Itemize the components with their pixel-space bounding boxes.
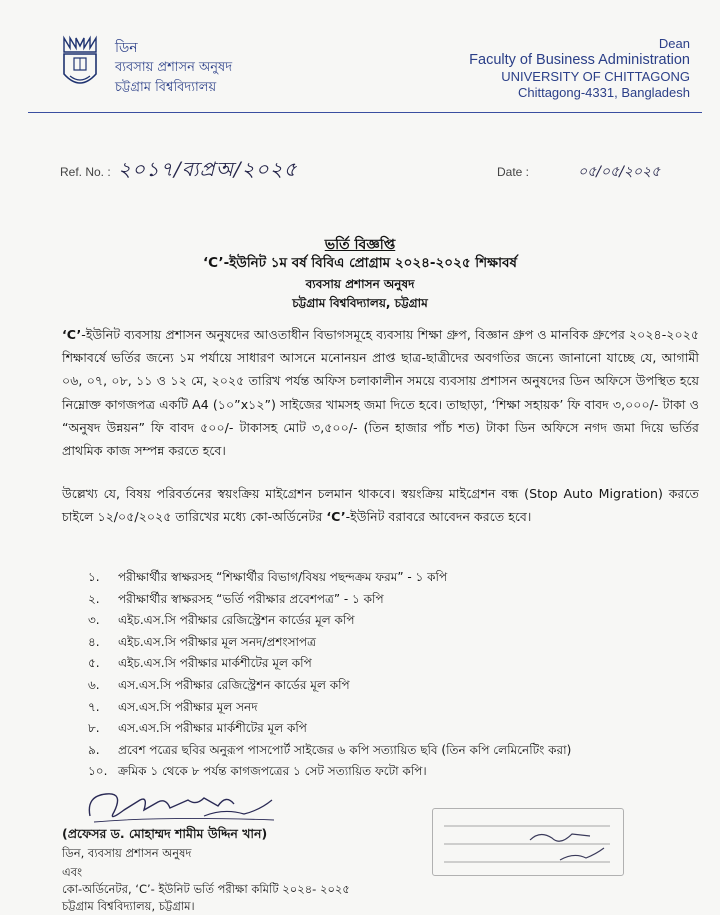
signatory-university: চট্টগ্রাম বিশ্ববিদ্যালয়, চট্টগ্রাম। <box>62 899 195 913</box>
list-item <box>88 740 571 762</box>
list-item-number: ২. <box>88 591 100 606</box>
list-item-number: ৯. <box>88 742 100 757</box>
unit-label: ‘C’ <box>62 327 82 342</box>
list-item <box>88 697 571 719</box>
list-item-text: প্রবেশ পত্রের ছবির অনুরূপ পাসপোর্ট সাইজের ৬ কপি সত্যায়িত ছবি (তিন কপি লেমিনেটিং করা) <box>118 742 572 757</box>
list-item-text: এইচ.এস.সি পরীক্ষার রেজিস্ট্রেশন কার্ডের মূল কপি <box>118 613 355 628</box>
paragraph-migration-info <box>62 482 699 528</box>
list-item-text: এস.এস.সি পরীক্ষার মার্কশীটের মূল কপি <box>118 721 307 736</box>
date-value: ০৫/০৫/২০২৫ <box>578 164 661 180</box>
signatory-title: ডিন, ব্যবসায় প্রশাসন অনুষদ <box>62 846 192 860</box>
stamp-scribble <box>440 816 616 870</box>
list-item-text: এইচ.এস.সি পরীক্ষার মার্কশীটের মূল কপি <box>118 656 312 671</box>
letterhead-right <box>469 36 690 101</box>
handwritten-signature <box>84 786 284 828</box>
letterhead-divider <box>28 112 702 113</box>
list-item-text: পরীক্ষার্থীর স্বাক্ষরসহ “শিক্ষার্থীর বিভাগ/বিষয় পছন্দক্রম ফরম” - ১ কপি <box>118 570 448 584</box>
list-item-number: ৩. <box>88 613 100 628</box>
ref-label: Ref. No. : <box>60 165 111 179</box>
list-item-text: এস.এস.সি পরীক্ষার মূল সনদ <box>118 699 258 714</box>
letterhead-university-bn: চট্টগ্রাম বিশ্ববিদ্যালয় <box>115 80 217 95</box>
notice-subtitle: ‘C’-ইউনিট ১ম বর্ষ বিবিএ প্রোগ্রাম ২০২৪-২০২৫ শিক্ষাবর্ষ <box>203 255 517 271</box>
list-item <box>88 632 571 654</box>
list-item-number: ৮. <box>88 721 100 736</box>
signatory-coordinator: কো-অর্ডিনেটর, ‘C’- ইউনিট ভর্তি পরীক্ষা কমিটি ২০২৪- ২০২৫ <box>62 882 350 896</box>
university-logo-icon <box>60 34 100 94</box>
list-item <box>88 589 571 611</box>
notice-faculty: ব্যবসায় প্রশাসন অনুষদ <box>305 277 415 291</box>
migration-text-a: উল্লেখ্য যে, বিষয় পরিবর্তনের স্বয়ংক্রিয় মাইগ্রেশন চলমান থাকবে। স্বয়ংক্রিয় মাইগ্রেশন বন্ধ (Stop Auto Migration) করতে চাইলে ১২/০৫/২০২৫ তারিখের মধ্যে কো-অর্ডিনেটর <box>62 486 699 525</box>
list-item-number: ৫. <box>88 656 100 671</box>
list-item-number: ১০. <box>88 764 108 779</box>
list-item-text: পরীক্ষার্থীর স্বাক্ষরসহ “ভর্তি পরীক্ষার প্রবেশপত্র” - ১ কপি <box>118 591 384 606</box>
list-item-number: ৪. <box>88 634 100 649</box>
date-label: Date : <box>497 165 530 179</box>
list-item-text: এইচ.এস.সি পরীক্ষার মূল সনদ/প্রশংসাপত্র <box>118 634 316 649</box>
ref-number: ২০১৭/ব্যপ্রঅ/২০২৫ <box>118 157 298 181</box>
notice-university: চট্টগ্রাম বিশ্ববিদ্যালয়, চট্টগ্রাম <box>292 296 428 310</box>
letterhead-address: Chittagong-4331, Bangladesh <box>517 85 690 100</box>
list-item-number: ৬. <box>88 677 100 692</box>
list-item <box>88 718 571 740</box>
notice-title: ভর্তি বিজ্ঞপ্তি <box>324 237 396 253</box>
letterhead-dean-bn: ডিন <box>115 40 138 56</box>
required-documents-list <box>88 567 571 783</box>
list-item-text: এস.এস.সি পরীক্ষার রেজিস্ট্রেশন কার্ডের মূল কপি <box>118 677 350 692</box>
signatory-and: এবং <box>62 865 83 879</box>
list-item <box>88 675 571 697</box>
list-item <box>88 761 571 783</box>
list-item <box>88 567 571 589</box>
paragraph-admission-info <box>62 323 699 462</box>
letterhead-university: UNIVERSITY OF CHITTAGONG <box>501 69 690 84</box>
list-item <box>88 653 571 675</box>
paragraph-admission-text: -ইউনিট ব্যবসায় প্রশাসন অনুষদের আওতাধীন বিভাগসমূহে ব্যবসায় শিক্ষা গ্রুপ, বিজ্ঞান গ্রুপ ও মানবিক গ্রুপের ২০২৪-২০২৫ শিক্ষাবর্ষে ভর্তির জন্যে ১ম পর্যায়ে সাধারণ আসনে মনোনয়ন প্রাপ্ত ছাত্র-ছাত্রীদের অবগতির জন্যে জানানো যাচ্ছে যে, আগামী ০৬, ০৭, ০৮, ১১ ও ১২ মে, ২০২৫ তারিখ পর্যন্ত অফিস চলাকালীন সময়ে ব্যবসায় প্রশাসন অনুষদের ডিন অফিসে উপস্থিত হয়ে নিম্নোক্ত কাগজপত্র একটি A4 (১০”x১২”) সাইজের খামসহ জমা দিতে হবে। তাছাড়া, ‘শিক্ষা সহায়ক’ ফি বাবদ ৩,০০০/- টাকা ও “অনুষদ উন্নয়ন” ফি বাবদ ৫০০/- টাকাসহ মোট ৩,৫০০/- (তিন হাজার পাঁচ শত) টাকা ডিন অফিসে নগদ জমা দিয়ে ভর্তির প্রাথমিক কাজ সম্পন্ন করতে হবে। <box>62 327 699 459</box>
list-item-text: ক্রমিক ১ থেকে ৮ পর্যন্ত কাগজপত্রের ১ সেট সত্যায়িত ফটো কপি। <box>118 764 427 779</box>
unit-label-2: ‘C’ <box>326 509 346 525</box>
letterhead-dean: Dean <box>658 36 690 51</box>
letterhead-faculty-bn: ব্যবসায় প্রশাসন অনুষদ <box>115 60 233 75</box>
migration-text-b: -ইউনিট বরাবরে আবেদন করতে হবে। <box>345 509 532 525</box>
signatory-name: (প্রফেসর ড. মোহাম্মদ শামীম উদ্দিন খান) <box>62 826 268 841</box>
list-item <box>88 610 571 632</box>
list-item-number: ৭. <box>88 699 100 714</box>
letterhead-faculty: Faculty of Business Administration <box>469 52 690 68</box>
letterhead-left <box>115 38 232 98</box>
list-item-number: ১. <box>88 570 100 584</box>
